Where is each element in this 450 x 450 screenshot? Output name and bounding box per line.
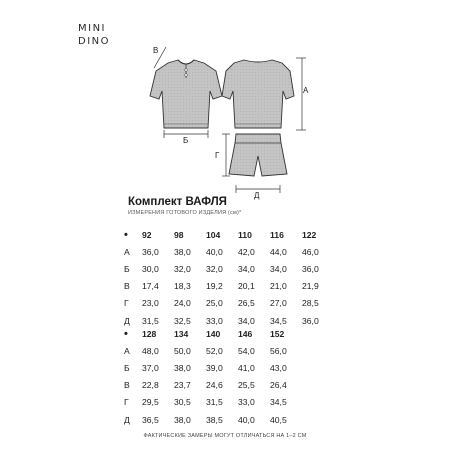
size-header: 152	[270, 328, 285, 339]
table-cell: 26,4	[270, 380, 287, 391]
table-cell: 36,0	[302, 263, 319, 274]
size-header: 140	[206, 328, 221, 339]
table-cell: 40,0	[238, 414, 255, 425]
table-cell: 24,6	[206, 380, 223, 391]
row-label: Б	[124, 362, 130, 373]
table-cell: 32,5	[174, 315, 191, 326]
table-cell: 34,5	[270, 315, 287, 326]
row-label: А	[124, 345, 130, 356]
size-header: 134	[174, 328, 189, 339]
size-header: 128	[142, 328, 157, 339]
table-cell: 34,5	[270, 397, 287, 408]
size-header: 104	[206, 229, 221, 240]
table-cell: 54,0	[238, 345, 255, 356]
table-cell: 23,0	[142, 298, 159, 309]
row-label: Г	[124, 397, 129, 408]
table-cell: 40,5	[270, 414, 287, 425]
table-cell: 50,0	[174, 345, 191, 356]
size-header: 116	[270, 229, 284, 240]
table-cell: 31,5	[142, 315, 159, 326]
tshirt-back	[222, 60, 294, 128]
brand-line-1: MINI	[78, 23, 107, 34]
table-cell: 25,5	[238, 380, 255, 391]
size-header: 122	[302, 229, 317, 240]
row-label: Б	[124, 263, 130, 274]
table-row	[124, 260, 330, 277]
header-bullet: •	[124, 327, 128, 340]
footnote: ФАКТИЧЕСКИЕ ЗАМЕРЫ МОГУТ ОТЛИЧАТЬСЯ НА 1–2 СМ	[143, 433, 307, 439]
dimension-label-b: Б	[183, 136, 189, 145]
table-row	[124, 377, 298, 394]
table-cell: 56,0	[270, 345, 287, 356]
table-cell: 18,3	[174, 281, 191, 292]
product-title: Комплект ВАФЛЯ	[128, 196, 227, 208]
table-cell: 34,0	[270, 263, 287, 274]
size-header: 92	[142, 229, 152, 240]
table-cell: 34,0	[238, 315, 255, 326]
size-table-header	[124, 226, 330, 243]
dimension-label-g: Г	[215, 151, 220, 160]
table-cell: 32,0	[174, 263, 191, 274]
table-cell: 36,0	[142, 246, 159, 257]
table-cell: 28,5	[302, 298, 319, 309]
table-cell: 38,0	[174, 362, 191, 373]
measurements-subtitle: ИЗМЕРЕНИЯ ГОТОВОГО ИЗДЕЛИЯ (см)*	[128, 210, 242, 216]
table-cell: 36,0	[302, 315, 319, 326]
table-cell: 38,0	[174, 246, 191, 257]
size-table-header	[124, 325, 298, 342]
size-header: 110	[238, 229, 252, 240]
size-header: 98	[174, 229, 184, 240]
table-cell: 42,0	[238, 246, 255, 257]
table-cell: 36,5	[142, 414, 159, 425]
table-cell: 31,5	[206, 397, 223, 408]
table-cell: 17,4	[142, 281, 159, 292]
table-cell: 26,5	[238, 298, 255, 309]
size-header: 146	[238, 328, 253, 339]
brand-line-2: DINO	[78, 36, 111, 47]
table-cell: 30,0	[142, 263, 159, 274]
size-table-2	[124, 325, 298, 428]
table-cell: 40,0	[206, 246, 223, 257]
table-cell: 39,0	[206, 362, 223, 373]
table-row	[124, 295, 330, 312]
table-cell: 38,0	[174, 414, 191, 425]
table-cell: 20,1	[238, 281, 255, 292]
table-cell: 32,0	[206, 263, 223, 274]
tshirt-front	[150, 60, 222, 128]
table-cell: 24,0	[174, 298, 191, 309]
table-cell: 23,7	[174, 380, 191, 391]
table-row	[124, 411, 298, 428]
table-row	[124, 394, 298, 411]
row-label: А	[124, 246, 130, 257]
table-cell: 33,0	[238, 397, 255, 408]
table-cell: 46,0	[302, 246, 319, 257]
table-cell: 27,0	[270, 298, 287, 309]
table-cell: 19,2	[206, 281, 223, 292]
row-label: В	[124, 281, 130, 292]
table-cell: 25,0	[206, 298, 223, 309]
size-table-1	[124, 226, 330, 329]
table-row	[124, 342, 298, 359]
table-cell: 44,0	[270, 246, 287, 257]
table-cell: 37,0	[142, 362, 159, 373]
table-cell: 21,9	[302, 281, 319, 292]
dimension-label-d: Д	[254, 191, 260, 200]
row-label: Г	[124, 298, 129, 309]
dimension-label-a: А	[303, 86, 309, 95]
table-cell: 21,0	[270, 281, 287, 292]
table-cell: 29,5	[142, 397, 159, 408]
row-label: Д	[124, 315, 130, 326]
table-cell: 38,5	[206, 414, 223, 425]
row-label: Д	[124, 414, 130, 425]
table-row	[124, 243, 330, 260]
header-bullet: •	[124, 228, 128, 241]
table-row	[124, 278, 330, 295]
table-row	[124, 359, 298, 376]
table-cell: 48,0	[142, 345, 159, 356]
table-cell: 33,0	[206, 315, 223, 326]
garment-diagram	[0, 0, 450, 200]
shorts	[229, 134, 287, 176]
table-cell: 43,0	[270, 362, 287, 373]
dimension-label-v: В	[153, 46, 159, 55]
table-cell: 41,0	[238, 362, 255, 373]
table-cell: 52,0	[206, 345, 223, 356]
table-cell: 22,8	[142, 380, 159, 391]
row-label: В	[124, 380, 130, 391]
table-cell: 30,5	[174, 397, 191, 408]
table-cell: 34,0	[238, 263, 255, 274]
